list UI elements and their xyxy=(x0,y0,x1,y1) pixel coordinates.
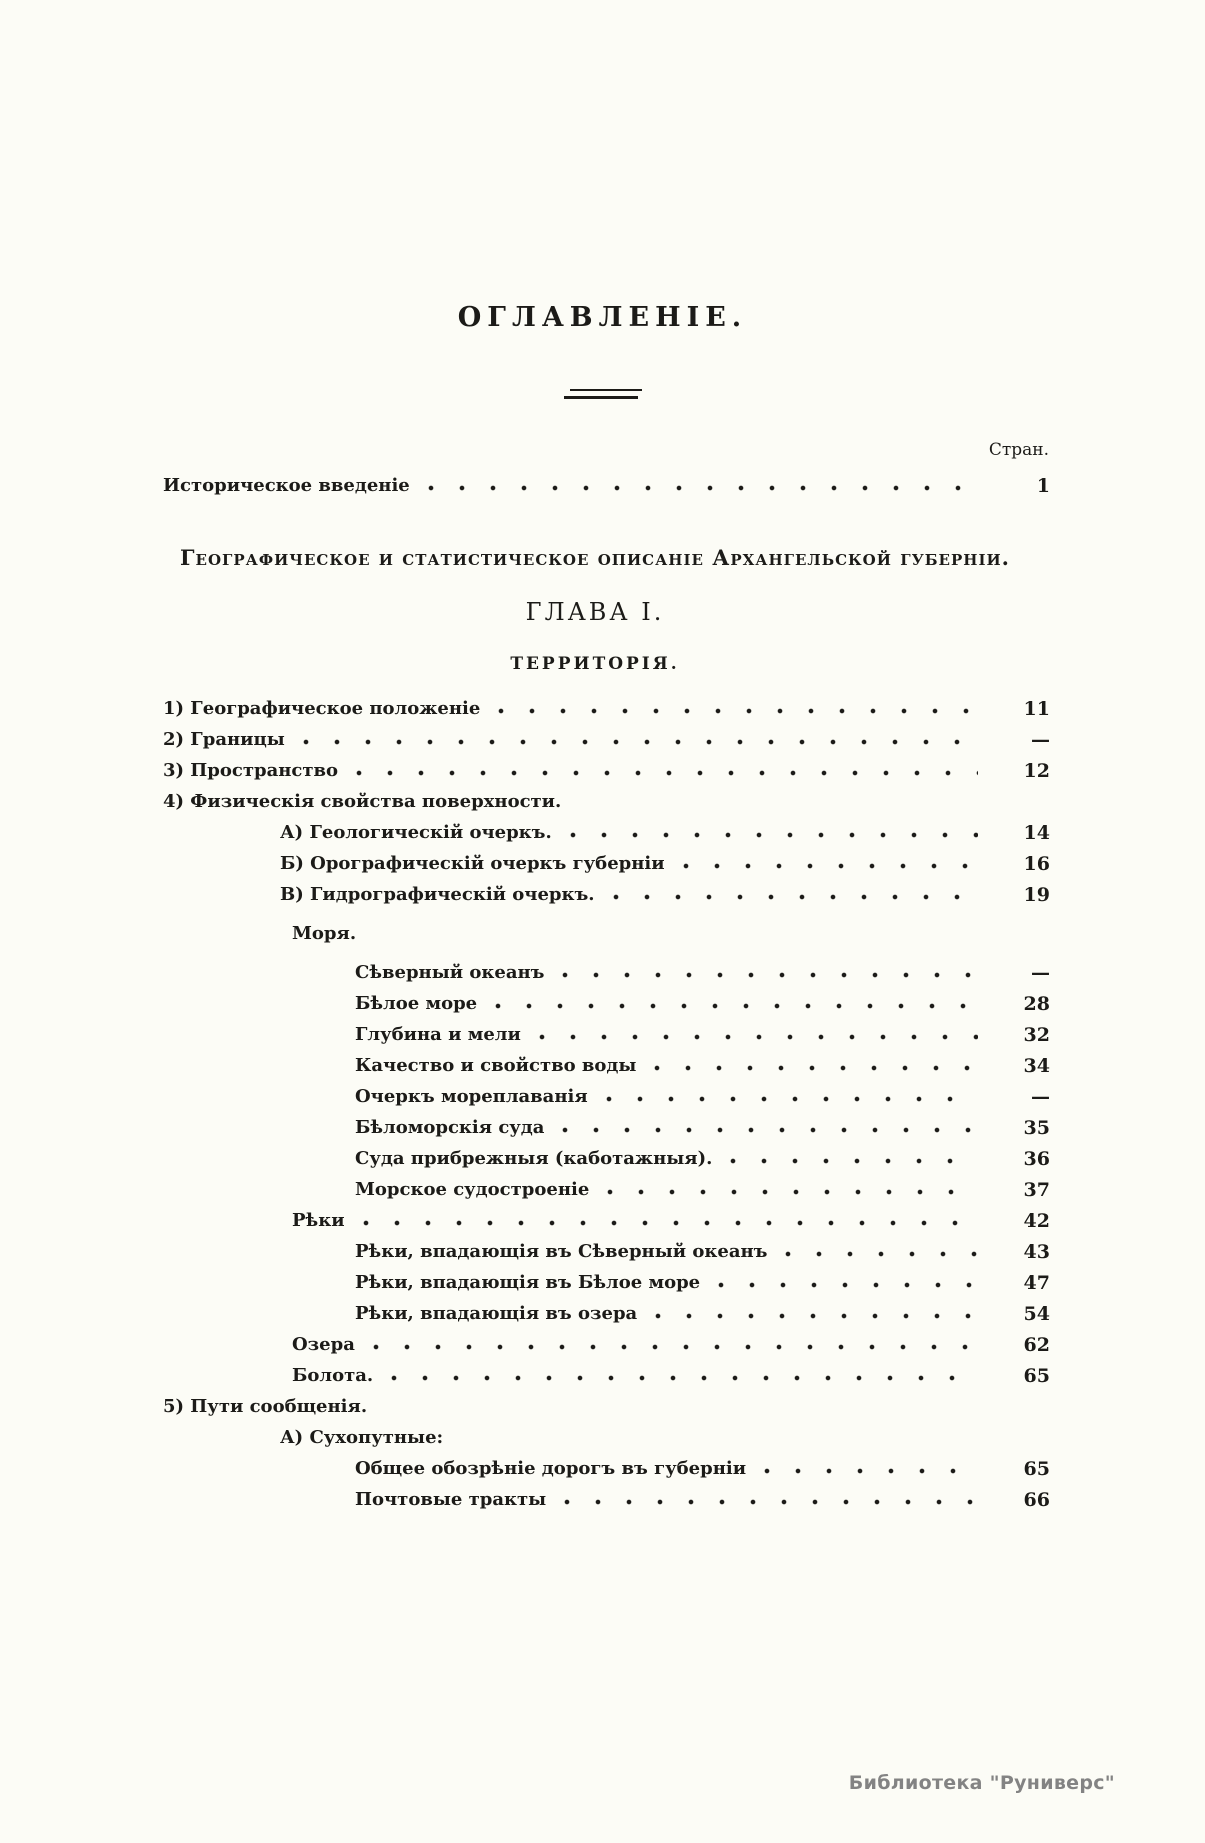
dot-leader xyxy=(655,1313,978,1321)
dot-leader xyxy=(606,1096,978,1104)
toc-row-label: Б) Орографическій очеркъ губерніи xyxy=(280,853,665,874)
toc-row-label: 5) Пути сообщенія. xyxy=(163,1396,368,1417)
toc-row-label: Рѣки xyxy=(292,1210,345,1231)
toc-row xyxy=(140,1174,1050,1205)
toc-row-label: Историческое введеніе xyxy=(163,475,410,496)
dot-leader xyxy=(498,708,978,716)
toc-row xyxy=(140,918,1050,949)
dot-leader xyxy=(683,863,978,871)
toc-row-page: 11 xyxy=(1023,697,1050,720)
toc-row xyxy=(140,1391,1050,1422)
toc-row-label: Бѣлое море xyxy=(355,993,478,1014)
toc-row xyxy=(140,1143,1050,1174)
chapter-subtitle: ТЕРРИТОРІЯ. xyxy=(510,654,680,674)
dot-leader xyxy=(539,1034,978,1042)
dot-leader xyxy=(564,1499,978,1507)
toc-row-label: А) Сухопутные: xyxy=(280,1427,444,1448)
toc-row-label: Озера xyxy=(292,1334,355,1355)
toc-row xyxy=(140,957,1050,988)
toc-row-page: — xyxy=(1031,728,1050,751)
toc-row-label: Рѣки, впадающія въ озера xyxy=(355,1303,638,1324)
dot-leader xyxy=(356,770,978,778)
dot-leader xyxy=(718,1282,978,1290)
toc-row-page: 42 xyxy=(1023,1209,1050,1232)
toc-row-intro xyxy=(140,470,1050,501)
dot-leader xyxy=(303,739,978,747)
page-title: ОГЛАВЛЕНІЕ. xyxy=(457,302,748,333)
dot-leader xyxy=(363,1220,978,1228)
toc-row-label: Глубина и мели xyxy=(355,1024,521,1045)
ornament-double-rule xyxy=(564,389,642,399)
toc-row xyxy=(140,1422,1050,1453)
dot-leader xyxy=(730,1158,978,1166)
rule-bottom-line xyxy=(564,396,638,399)
toc-row xyxy=(140,724,1050,755)
toc-row xyxy=(140,1267,1050,1298)
toc-row-label: Качество и свойство воды xyxy=(355,1055,637,1076)
toc-row-label: Бѣломорскія суда xyxy=(355,1117,545,1138)
toc-row-page: — xyxy=(1031,1085,1050,1108)
toc-content xyxy=(140,440,1050,1515)
toc-row-page: 43 xyxy=(1023,1240,1050,1263)
dot-leader xyxy=(654,1065,978,1073)
toc-row xyxy=(140,1453,1050,1484)
toc-row xyxy=(140,1298,1050,1329)
toc-row-page: 14 xyxy=(1023,821,1050,844)
toc-row xyxy=(140,1019,1050,1050)
toc-row-page: 34 xyxy=(1023,1054,1050,1077)
toc-row xyxy=(140,1329,1050,1360)
toc-row-page: 65 xyxy=(1023,1457,1050,1480)
dot-leader xyxy=(495,1003,978,1011)
toc-row xyxy=(140,786,1050,817)
toc-row-page: 1 xyxy=(1036,474,1050,497)
toc-row-label: Рѣки, впадающія въ Бѣлое море xyxy=(355,1272,701,1293)
toc-row-page: 65 xyxy=(1023,1364,1050,1387)
dot-leader xyxy=(428,485,978,493)
toc-row-label: Сѣверный океанъ xyxy=(355,962,545,983)
toc-row-label: 3) Пространство xyxy=(163,760,339,781)
toc-row-label: Моря. xyxy=(292,923,357,944)
toc-row-page: 12 xyxy=(1023,759,1050,782)
toc-row xyxy=(140,755,1050,786)
dot-leader xyxy=(391,1375,978,1383)
toc-row-label: Очеркъ мореплаванія xyxy=(355,1086,588,1107)
dot-leader xyxy=(607,1189,978,1197)
dot-leader xyxy=(562,972,978,980)
toc-row-label: Рѣки, впадающія въ Сѣверный океанъ xyxy=(355,1241,768,1262)
toc-row xyxy=(140,988,1050,1019)
toc-row-label: Суда прибрежныя (каботажныя). xyxy=(355,1148,713,1169)
toc-row-label: Морское судостроеніе xyxy=(355,1179,590,1200)
toc-row-label: Почтовые тракты xyxy=(355,1489,547,1510)
rule-top-line xyxy=(570,389,642,391)
dot-leader xyxy=(373,1344,978,1352)
dot-leader xyxy=(562,1127,978,1135)
toc-row xyxy=(140,1081,1050,1112)
toc-row-label: Болота. xyxy=(292,1365,374,1386)
dot-leader xyxy=(613,894,978,902)
page-column-header: Стран. xyxy=(988,440,1049,460)
toc-row-label: 4) Физическія свойства поверхности. xyxy=(163,791,562,812)
toc-row-page: 32 xyxy=(1023,1023,1050,1046)
toc-row-page: 28 xyxy=(1023,992,1050,1015)
dot-leader xyxy=(570,832,978,840)
toc-row-page: 16 xyxy=(1023,852,1050,875)
toc-row-label: 2) Границы xyxy=(163,729,285,750)
toc-row xyxy=(140,879,1050,910)
toc-row-page: 35 xyxy=(1023,1116,1050,1139)
toc-row-page: 36 xyxy=(1023,1147,1050,1170)
toc-row xyxy=(140,817,1050,848)
toc-row xyxy=(140,1236,1050,1267)
toc-row-page: 37 xyxy=(1023,1178,1050,1201)
toc-row xyxy=(140,1050,1050,1081)
toc-row-page: 62 xyxy=(1023,1333,1050,1356)
toc-row-label: В) Гидрографическій очеркъ. xyxy=(280,884,595,905)
toc-row-label: 1) Географическое положеніе xyxy=(163,698,481,719)
toc-row-page: — xyxy=(1031,961,1050,984)
library-watermark: Библиотека "Руниверс" xyxy=(848,1772,1115,1794)
toc-row xyxy=(140,1112,1050,1143)
toc-row xyxy=(140,693,1050,724)
toc-entries xyxy=(140,693,1050,1515)
toc-row-label: Общее обозрѣніе дорогъ въ губерніи xyxy=(355,1458,747,1479)
dot-leader xyxy=(785,1251,978,1259)
toc-row xyxy=(140,848,1050,879)
dot-leader xyxy=(764,1468,978,1476)
toc-row-label: А) Геологическій очеркъ. xyxy=(280,822,552,843)
toc-row xyxy=(140,1360,1050,1391)
toc-row-page: 54 xyxy=(1023,1302,1050,1325)
chapter-title: ГЛАВА I. xyxy=(525,598,665,626)
section-title: Географическое и статистическое описаніе Архангельской губерніи. xyxy=(180,545,1010,570)
toc-row xyxy=(140,1484,1050,1515)
toc-row xyxy=(140,1205,1050,1236)
toc-row-page: 66 xyxy=(1023,1488,1050,1511)
toc-row-page: 19 xyxy=(1023,883,1050,906)
toc-row-page: 47 xyxy=(1023,1271,1050,1294)
